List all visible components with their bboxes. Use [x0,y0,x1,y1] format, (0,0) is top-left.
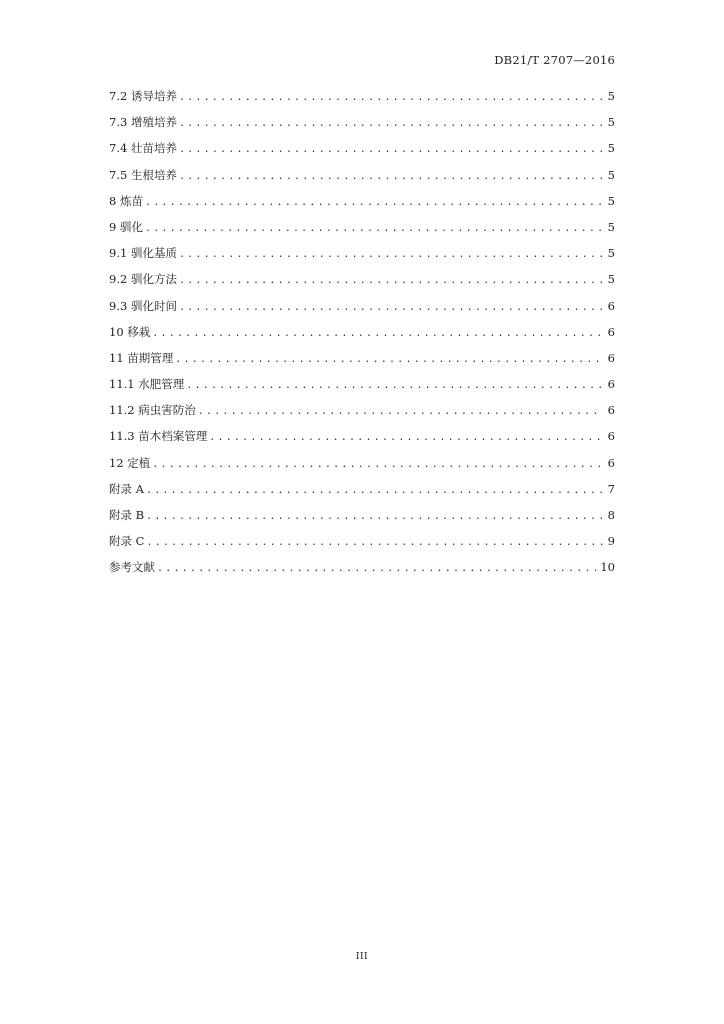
toc-entry-title: 7.5 生根培养 [109,167,177,182]
toc-entry[interactable] [109,324,615,350]
toc-entry[interactable] [109,376,615,402]
toc-leader-dots [209,432,603,443]
toc-entry-title: 11.3 苗木档案管理 [109,429,208,444]
toc-entry-page: 5 [607,193,615,208]
toc-entry[interactable] [109,481,615,507]
toc-entry-page: 6 [607,377,615,392]
toc-entry[interactable] [109,140,615,166]
toc-leader-dots [152,459,603,470]
toc-entry-title: 7.4 壮苗培养 [109,141,177,156]
toc-leader-dots [157,563,596,574]
toc-entry-page: 5 [607,141,615,156]
toc-entry[interactable] [109,559,615,585]
toc-entry-title: 9.3 驯化时间 [109,298,177,313]
toc-entry-title: 11.2 病虫害防治 [109,403,196,418]
toc-entry-page: 5 [607,246,615,261]
toc-entry-title: 8 炼苗 [109,193,143,208]
toc-leader-dots [186,380,603,391]
toc-entry[interactable] [109,88,615,114]
toc-leader-dots [179,249,603,260]
toc-entry-title: 10 移栽 [109,324,151,339]
document-code: DB21/T 2707—2016 [494,53,615,67]
table-of-contents [109,88,615,586]
toc-entry-page: 7 [607,481,615,496]
toc-entry[interactable] [109,245,615,271]
toc-entry[interactable] [109,428,615,454]
toc-leader-dots [146,485,603,496]
toc-leader-dots [146,511,603,522]
toc-leader-dots [145,223,603,234]
toc-entry-page: 8 [607,508,615,522]
toc-entry-title: 12 定植 [109,455,151,470]
toc-entry-page: 5 [607,167,615,182]
toc-entry-page: 6 [607,298,615,313]
toc-leader-dots [179,302,603,313]
toc-leader-dots [175,354,603,365]
toc-leader-dots [146,537,603,548]
toc-entry[interactable] [109,271,615,297]
toc-entry-title: 附录 A [109,481,144,496]
toc-leader-dots [179,144,603,155]
toc-entry[interactable] [109,219,615,245]
toc-entry-page: 5 [607,272,615,287]
toc-entry[interactable] [109,167,615,193]
toc-entry[interactable] [109,455,615,481]
page-number: III [355,952,369,962]
toc-entry-page: 10 [600,560,615,575]
toc-leader-dots [152,328,603,339]
toc-entry-title: 参考文献 [109,560,155,575]
toc-leader-dots [179,92,603,103]
toc-leader-dots [198,406,603,417]
toc-leader-dots [179,275,603,286]
toc-entry-title: 9.1 驯化基质 [109,246,177,261]
toc-entry[interactable] [109,533,615,559]
toc-entry-title: 11 苗期管理 [109,350,174,365]
toc-entry[interactable] [109,507,615,533]
toc-entry-title: 11.1 水肥管理 [109,377,185,392]
toc-entry-page: 6 [607,429,615,444]
toc-entry-title: 9 驯化 [109,219,143,234]
toc-entry-title: 附录 B [109,508,145,522]
toc-entry-title: 7.2 诱导培养 [109,89,177,103]
toc-entry-page: 5 [607,89,615,103]
toc-entry[interactable] [109,114,615,140]
toc-leader-dots [145,197,603,208]
toc-entry[interactable] [109,193,615,219]
toc-entry-page: 6 [607,324,615,339]
toc-entry-page: 6 [607,350,615,365]
toc-entry-title: 7.3 增殖培养 [109,115,177,130]
toc-entry[interactable] [109,350,615,376]
toc-entry[interactable] [109,402,615,428]
toc-entry[interactable] [109,298,615,324]
toc-entry-page: 6 [607,455,615,470]
toc-entry-page: 6 [607,403,615,418]
toc-entry-page: 5 [607,115,615,130]
toc-entry-title: 9.2 驯化方法 [109,272,177,287]
toc-entry-title: 附录 C [109,534,145,549]
toc-entry-page: 5 [607,219,615,234]
toc-leader-dots [179,171,603,182]
toc-entry-page: 9 [607,534,615,549]
toc-leader-dots [179,118,603,129]
